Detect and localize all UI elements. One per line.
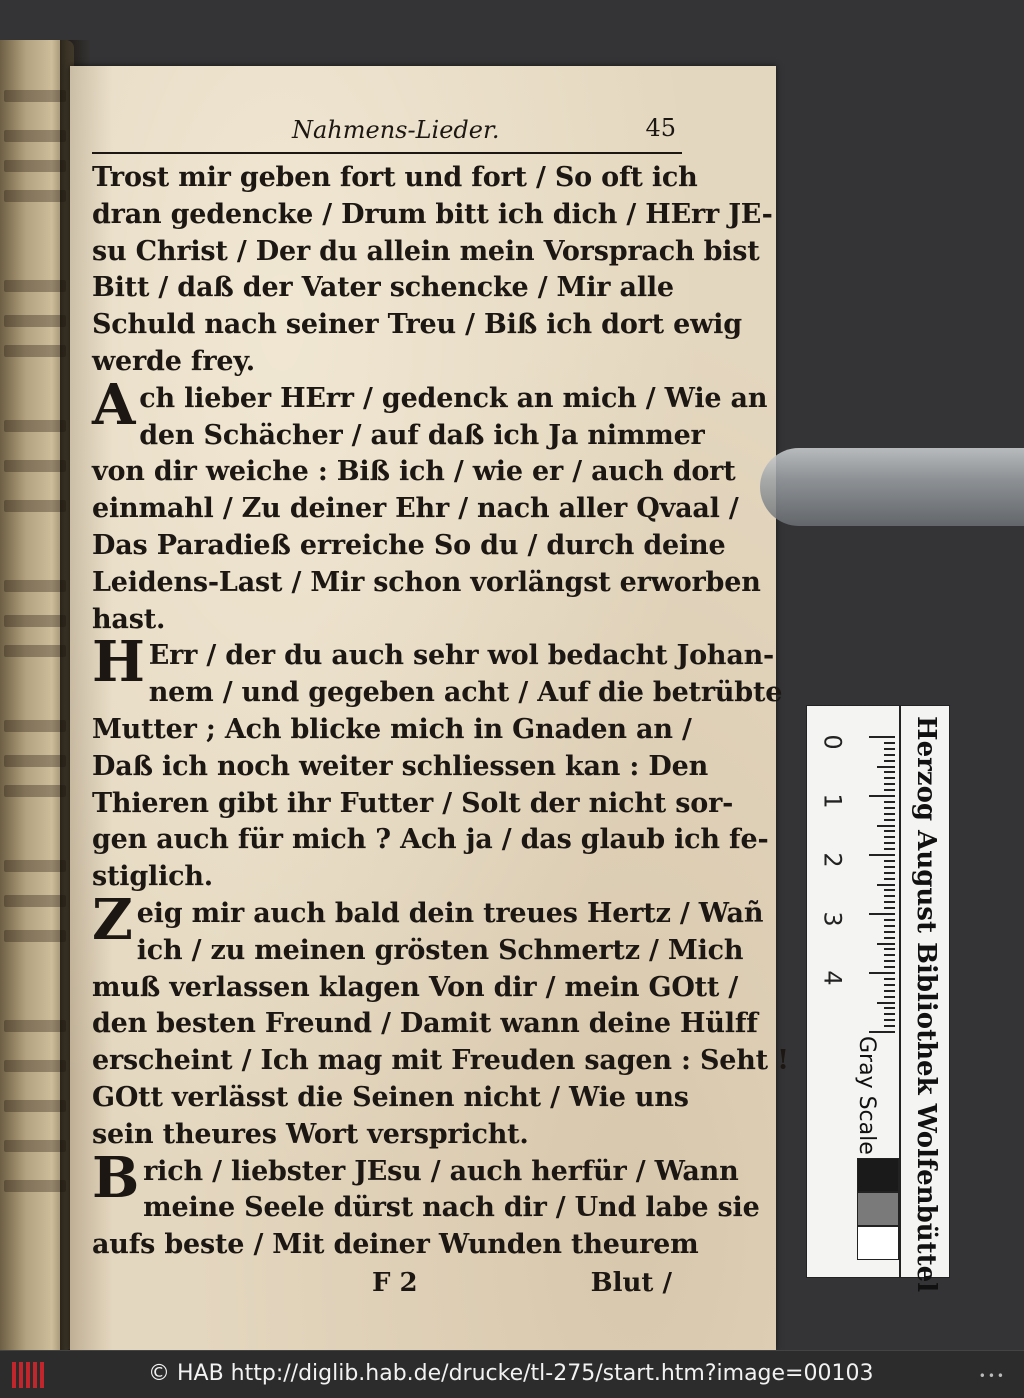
line-text: su Christ / Der du allein mein Vorsprach bist bbox=[92, 235, 760, 267]
ruler-tick bbox=[884, 760, 895, 762]
ruler-tick bbox=[884, 907, 895, 909]
line-text: den Schächer / auf daß ich Ja nimmer bbox=[139, 419, 705, 451]
line-text: ich / zu meinen grösten Schmertz / Mich bbox=[136, 934, 744, 966]
ruler-tick bbox=[884, 819, 895, 821]
ruler-tick bbox=[884, 954, 895, 956]
ruler-tick bbox=[869, 913, 895, 915]
ruler-tick bbox=[884, 966, 895, 968]
ruler-tick bbox=[869, 1031, 895, 1033]
gray-swatch bbox=[857, 1158, 899, 1192]
ruler-number: 3 bbox=[818, 911, 847, 927]
color-scale-card bbox=[806, 705, 950, 1293]
stanza bbox=[92, 1144, 760, 1264]
line-text: muß verlassen klagen Von dir / mein GOtt / bbox=[92, 971, 739, 1003]
line-text: Bitt / daß der Vater schencke / Mir alle bbox=[92, 272, 674, 304]
gray-swatch bbox=[857, 1226, 899, 1260]
ruler-tick bbox=[869, 795, 895, 797]
ruler-tick bbox=[884, 984, 895, 986]
ruler-tick bbox=[877, 884, 895, 886]
ruler-tick bbox=[869, 854, 895, 856]
institution-label-wrap bbox=[903, 716, 943, 1293]
line-text: von dir weiche : Biß ich / wie er / auch dort bbox=[92, 456, 736, 488]
line-text: hast. bbox=[92, 603, 166, 635]
ruler-tick bbox=[884, 860, 895, 862]
ruler-tick bbox=[884, 948, 895, 950]
line-text: rich / liebster JEsu / auch herfür / Wann bbox=[143, 1155, 739, 1187]
text-line bbox=[92, 160, 698, 197]
ruler-tick bbox=[884, 748, 895, 750]
viewer-footer bbox=[0, 1350, 1024, 1398]
line-text: Err / der du auch sehr wol bedacht Johan- bbox=[148, 640, 775, 672]
line-text: Schuld nach seiner Treu / Biß ich dort ewig bbox=[92, 309, 742, 341]
ruler-tick bbox=[884, 978, 895, 980]
text-line bbox=[92, 270, 682, 307]
stanza bbox=[92, 160, 773, 381]
stanzas bbox=[92, 160, 789, 1264]
ruler-tick bbox=[884, 807, 895, 809]
ruler-tick bbox=[884, 931, 895, 933]
drop-initial: Z bbox=[92, 886, 133, 953]
ruler-tick bbox=[884, 937, 895, 939]
ruler-tick bbox=[884, 990, 895, 992]
line-text: GOtt verlässt die Seinen nicht / Wie uns bbox=[92, 1081, 689, 1113]
ruler-tick bbox=[884, 901, 895, 903]
line-text: gen auch für mich ? Ach ja / das glaub ich fe- bbox=[92, 824, 769, 856]
text-line bbox=[92, 491, 739, 528]
line-text: werde frey. bbox=[92, 345, 255, 377]
ruler-tick bbox=[884, 836, 895, 838]
page-text-block bbox=[92, 114, 789, 1308]
running-head-title: Nahmens-Lieder. bbox=[292, 116, 500, 144]
ruler-tick bbox=[884, 777, 895, 779]
text-line bbox=[92, 1080, 689, 1117]
stanza bbox=[92, 371, 768, 639]
ruler-tick bbox=[877, 825, 895, 827]
ruler-tick bbox=[884, 925, 895, 927]
ruler-tick bbox=[884, 996, 895, 998]
text-line bbox=[92, 970, 739, 1007]
line-text: meine Seele dürst nach dir / Und labe sie bbox=[143, 1192, 760, 1224]
ruler-number: 1 bbox=[818, 793, 847, 809]
ruler-tick bbox=[884, 842, 895, 844]
ruler-tick bbox=[884, 1013, 895, 1015]
text-line bbox=[92, 234, 760, 271]
text-line bbox=[92, 822, 769, 859]
ruler-tick bbox=[884, 742, 895, 744]
page-clip bbox=[760, 448, 1024, 526]
line-text: nem / und gegeben acht / Auf die betrübte bbox=[148, 677, 783, 709]
ruler-tick bbox=[884, 813, 895, 815]
gray-swatch bbox=[857, 1192, 899, 1226]
ruler-tick bbox=[884, 872, 895, 874]
line-text: erscheint / Ich mag mit Freuden sagen : Seht ! bbox=[92, 1045, 789, 1077]
page-number: 45 bbox=[645, 114, 676, 142]
ruler-tick bbox=[869, 972, 895, 974]
text-line bbox=[92, 933, 744, 970]
stanza bbox=[92, 629, 783, 896]
drop-initial: A bbox=[92, 371, 136, 438]
ruler-tick bbox=[877, 943, 895, 945]
ruler-tick bbox=[869, 736, 895, 738]
text-line bbox=[92, 1117, 682, 1154]
line-text: Leidens-Last / Mir schon vorlängst erworben bbox=[92, 566, 761, 598]
ruler-tick bbox=[884, 878, 895, 880]
hab-logo-icon[interactable] bbox=[12, 1362, 50, 1388]
stanza bbox=[92, 886, 789, 1154]
ruler-tick bbox=[877, 1002, 895, 1004]
signature-mark: F 2 bbox=[372, 1267, 418, 1298]
text-line bbox=[92, 565, 761, 602]
ruler-tick bbox=[884, 754, 895, 756]
ruler-tick bbox=[884, 1007, 895, 1009]
line-text: einmahl / Zu deiner Ehr / nach aller Qvaal / bbox=[92, 493, 739, 525]
text-line bbox=[92, 307, 742, 344]
ruler-tick bbox=[884, 1019, 895, 1021]
copyright-url[interactable]: © HAB http://diglib.hab.de/drucke/tl-275/start.htm?image=00103 bbox=[148, 1361, 874, 1386]
ruler-tick bbox=[884, 801, 895, 803]
ruler-tick bbox=[877, 766, 895, 768]
text-line bbox=[92, 528, 726, 565]
catchword: Blut / bbox=[590, 1267, 672, 1298]
running-head bbox=[92, 114, 682, 154]
ruler-tick bbox=[884, 789, 895, 791]
line-text: Trost mir geben fort und fort / So oft ich bbox=[92, 162, 698, 193]
ruler-tick bbox=[884, 919, 895, 921]
ruler-tick bbox=[884, 771, 895, 773]
text-line bbox=[92, 859, 682, 896]
ruler-tick bbox=[884, 895, 895, 897]
line-text: eig mir auch bald dein treues Hertz / Wañ bbox=[136, 897, 764, 929]
book-page bbox=[70, 66, 789, 1350]
line-text: den besten Freund / Damit wann deine Hülff bbox=[92, 1008, 758, 1040]
text-line bbox=[92, 1043, 789, 1080]
text-line bbox=[92, 602, 682, 639]
line-text: Das Paradieß erreiche So du / durch deine bbox=[92, 529, 726, 561]
ruler-tick bbox=[884, 960, 895, 962]
ruler-tick bbox=[884, 1025, 895, 1027]
text-line bbox=[92, 418, 705, 455]
ruler-tick bbox=[884, 848, 895, 850]
ruler-number: 0 bbox=[818, 734, 847, 750]
gray-scale-label: Gray Scale bbox=[854, 1036, 879, 1155]
line-text: Mutter ; Ach blicke mich in Gnaden an / bbox=[92, 713, 692, 745]
text-line bbox=[92, 454, 736, 491]
drop-initial: H bbox=[92, 629, 145, 696]
ruler-tick bbox=[884, 889, 895, 891]
text-line bbox=[92, 749, 709, 786]
line-text: aufs beste / Mit deiner Wunden theurem bbox=[92, 1229, 699, 1261]
text-line bbox=[92, 1006, 758, 1043]
text-line bbox=[92, 1227, 699, 1264]
line-text: stiglich. bbox=[92, 861, 213, 893]
line-text: Daß ich noch weiter schliessen kan : Den bbox=[92, 750, 709, 782]
text-line bbox=[92, 344, 682, 381]
ruler-number: 2 bbox=[818, 852, 847, 868]
line-text: Thieren gibt ihr Futter / Solt der nicht sor- bbox=[92, 787, 734, 819]
text-line bbox=[92, 1190, 760, 1227]
page-footer bbox=[92, 1268, 682, 1308]
text-line bbox=[92, 712, 692, 749]
text-line bbox=[92, 197, 773, 234]
ruler-tick bbox=[884, 866, 895, 868]
line-text: dran gedencke / Drum bitt ich dich / HErr JE- bbox=[92, 198, 773, 230]
line-text: sein theures Wort verspricht. bbox=[92, 1118, 529, 1150]
ruler-tick bbox=[884, 830, 895, 832]
ruler-tick bbox=[884, 783, 895, 785]
institution-label: Herzog August Bibliothek Wolfenbüttel bbox=[911, 716, 941, 1293]
line-text: ch lieber HErr / gedenck an mich / Wie an bbox=[139, 382, 768, 414]
drop-initial: B bbox=[92, 1144, 140, 1211]
text-line bbox=[92, 786, 734, 823]
more-icon[interactable]: ••• bbox=[978, 1369, 1006, 1383]
text-line bbox=[92, 675, 783, 712]
ruler-number: 4 bbox=[818, 970, 847, 986]
